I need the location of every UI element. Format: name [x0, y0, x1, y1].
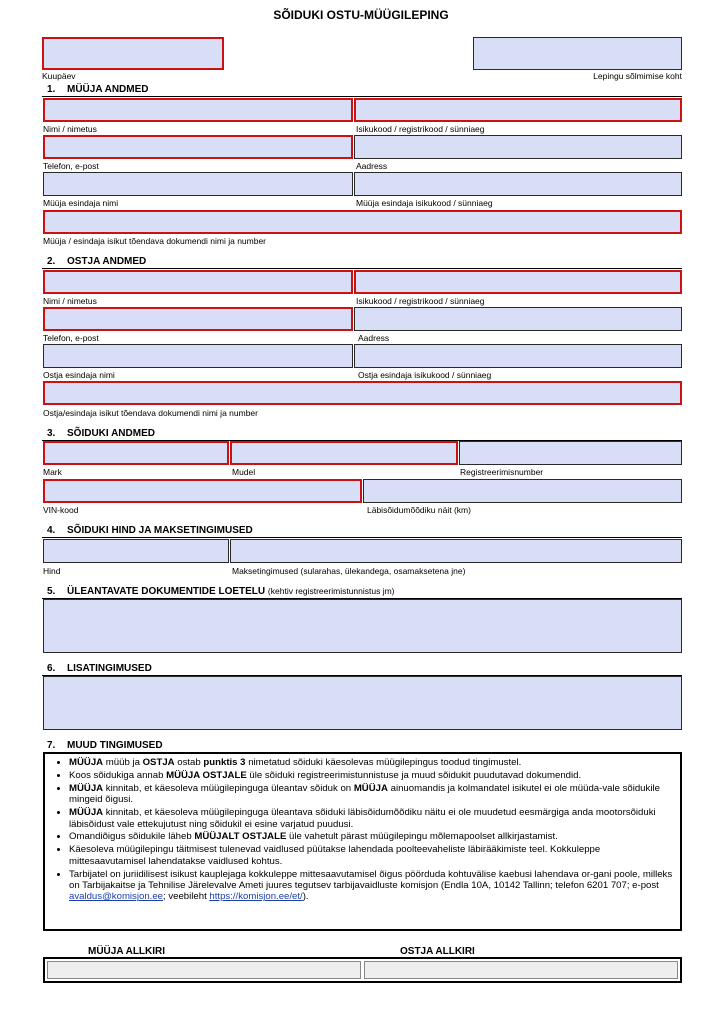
- payment-terms-label: Maksetingimused (sularahas, ülekandega, osamaksetena jne): [232, 566, 466, 576]
- odometer-field[interactable]: [363, 479, 682, 503]
- signature-box: [43, 957, 682, 983]
- buyer-address-label: Aadress: [358, 333, 390, 343]
- section-2-title: OSTJA ANDMED: [67, 256, 147, 267]
- buyer-rep-name-field[interactable]: [43, 344, 353, 368]
- seller-doc-field[interactable]: [43, 210, 682, 234]
- seller-id-field[interactable]: [354, 98, 682, 122]
- section-3-heading: [47, 428, 155, 439]
- terms-list-item: • Omandiõigus sõidukile läheb MÜÜJALT OSTJALE üle vahetult pärast müügilepingu mõlemapoolset allkirjastamist.: [69, 831, 674, 842]
- buyer-id-label: Isikukood / registrikood / sünniaeg: [356, 296, 485, 306]
- buyer-address-field[interactable]: [354, 307, 682, 331]
- buyer-signature-field[interactable]: [364, 961, 678, 979]
- seller-name-label: Nimi / nimetus: [43, 124, 97, 134]
- section-1-number: 1.: [47, 84, 56, 95]
- seller-signature-label: MÜÜJA ALLKIRI: [88, 946, 166, 957]
- seller-address-field[interactable]: [354, 135, 682, 159]
- seller-phone-field[interactable]: [43, 135, 353, 159]
- website-link[interactable]: https://komisjon.ee/et/: [209, 891, 303, 903]
- seller-rep-name-label: Müüja esindaja nimi: [43, 198, 119, 208]
- section-3-title: SÕIDUKI ANDMED: [67, 428, 155, 439]
- seller-rep-id-label: Müüja esindaja isikukood / sünniaeg: [356, 198, 493, 208]
- terms-list-item: • Käesoleva müügilepingu täitmisest tulenevad vaidlused püütakse lahendada poolteevaheliste läbirääkimiste teel. Kokkuleppe mittesaavutamisel lahendatakse vaidlused kohtus.: [69, 844, 674, 867]
- section-2-heading: [47, 256, 146, 267]
- vehicle-make-field[interactable]: [43, 441, 229, 465]
- section-4-heading: [47, 525, 253, 536]
- section-6-heading: [47, 663, 152, 674]
- seller-doc-label: Müüja / esindaja isikut tõendava dokumendi nimi ja number: [43, 236, 267, 246]
- seller-id-label: Isikukood / registrikood / sünniaeg: [356, 124, 485, 134]
- vehicle-reg-label: Registreerimisnumber: [460, 467, 544, 477]
- section-1-title: MÜÜJA ANDMED: [67, 84, 149, 95]
- buyer-name-field[interactable]: [43, 270, 353, 294]
- seller-name-field[interactable]: [43, 98, 353, 122]
- terms-list-item: • MÜÜJA kinnitab, et käesoleva müügilepinguga üleantava sõiduki läbisõidumõõdiku näitu ei ole muudetud eesmärgiga anda mootorsõiduki läbisõidust vale ettekujutust ning sõidukil ei esine varjatud puudusi.: [69, 807, 674, 830]
- price-field[interactable]: [43, 539, 229, 563]
- section-3-number: 3.: [47, 428, 56, 439]
- section-5-heading: [47, 586, 395, 597]
- seller-rep-name-field[interactable]: [43, 172, 353, 196]
- seller-signature-field[interactable]: [47, 961, 361, 979]
- seller-address-label: Aadress: [356, 161, 388, 171]
- other-terms-box: [43, 752, 682, 931]
- section-6-number: 6.: [47, 663, 56, 674]
- vehicle-model-label: Mudel: [232, 467, 256, 477]
- buyer-doc-field[interactable]: [43, 381, 682, 405]
- section-4-title: SÕIDUKI HIND JA MAKSETINGIMUSED: [67, 525, 253, 536]
- terms-list-item: • MÜÜJA müüb ja OSTJA ostab punktis 3 nimetatud sõiduki käesolevas müügilepingus toodud tingimustel.: [69, 757, 674, 768]
- date-field[interactable]: [42, 37, 224, 70]
- buyer-doc-label: Ostja/esindaja isikut tõendava dokumendi nimi ja number: [43, 408, 258, 418]
- section-6-title: LISATINGIMUSED: [67, 663, 152, 674]
- buyer-rep-name-label: Ostja esindaja nimi: [43, 370, 115, 380]
- seller-rep-id-field[interactable]: [354, 172, 682, 196]
- buyer-phone-field[interactable]: [43, 307, 353, 331]
- terms-list: [61, 757, 674, 903]
- date-label: Kuupäev: [42, 71, 76, 81]
- buyer-signature-label: OSTJA ALLKIRI: [400, 946, 475, 957]
- document-title: SÕIDUKI OSTU-MÜÜGILEPING: [273, 8, 449, 22]
- terms-list-item: • MÜÜJA kinnitab, et käesoleva müügilepinguga üleantav sõiduk on MÜÜJA ainuomandis ja kolmandatel isikutel ei ole müüda-vale sõidukile mingeid õigusi.: [69, 783, 674, 806]
- section-1-heading: [47, 84, 148, 95]
- section-5-note: (kehtiv registreerimistunnistus jm): [267, 586, 395, 596]
- contract-place-field[interactable]: [473, 37, 682, 70]
- vin-field[interactable]: [43, 479, 362, 503]
- buyer-id-field[interactable]: [354, 270, 682, 294]
- extra-terms-field[interactable]: [43, 676, 682, 730]
- vehicle-reg-field[interactable]: [459, 441, 682, 465]
- section-7-heading: [47, 740, 163, 751]
- section-7-number: 7.: [47, 740, 56, 751]
- section-5-title: ÜLEANTAVATE DOKUMENTIDE LOETELU: [67, 586, 266, 597]
- vehicle-model-field[interactable]: [230, 441, 458, 465]
- buyer-rep-id-field[interactable]: [354, 344, 682, 368]
- terms-list-item: • Koos sõidukiga annab MÜÜJA OSTJALE üle sõiduki registreerimistunnistuse ja muud sõidukit puudutavad dokumendid.: [69, 770, 674, 781]
- section-5-number: 5.: [47, 586, 56, 597]
- buyer-phone-label: Telefon, e-post: [43, 333, 99, 343]
- documents-list-field[interactable]: [43, 599, 682, 653]
- odometer-label: Läbisõidumõõdiku näit (km): [367, 505, 471, 515]
- vehicle-make-label: Mark: [43, 467, 62, 477]
- vin-label: VIN-kood: [43, 505, 79, 515]
- payment-terms-field[interactable]: [230, 539, 682, 563]
- buyer-rep-id-label: Ostja esindaja isikukood / sünniaeg: [358, 370, 492, 380]
- section-2-number: 2.: [47, 256, 56, 267]
- price-label: Hind: [43, 566, 61, 576]
- terms-list-item: • Tarbijatel on juriidilisest isikust kauplejaga kokkuleppe mittesaavutamisel õigus pöörduda kohtuvälise kaebusi lahendava or-gani poole, milleks on Tarbijakaitse ja Tehnilise Järelevalve Ameti juures tegutsev tarbijavaidluste komisjon (Endla 10A, 10142 Tallinn; telefon 6201 707; e-post avaldus@komisjon.ee; veebileht https://komisjon.ee/et/).: [69, 869, 674, 903]
- buyer-name-label: Nimi / nimetus: [43, 296, 97, 306]
- email-link[interactable]: avaldus@komisjon.ee: [69, 891, 163, 903]
- seller-phone-label: Telefon, e-post: [43, 161, 99, 171]
- section-4-number: 4.: [47, 525, 56, 536]
- section-7-title: MUUD TINGIMUSED: [67, 740, 163, 751]
- contract-place-label: Lepingu sõlmimise koht: [593, 71, 682, 81]
